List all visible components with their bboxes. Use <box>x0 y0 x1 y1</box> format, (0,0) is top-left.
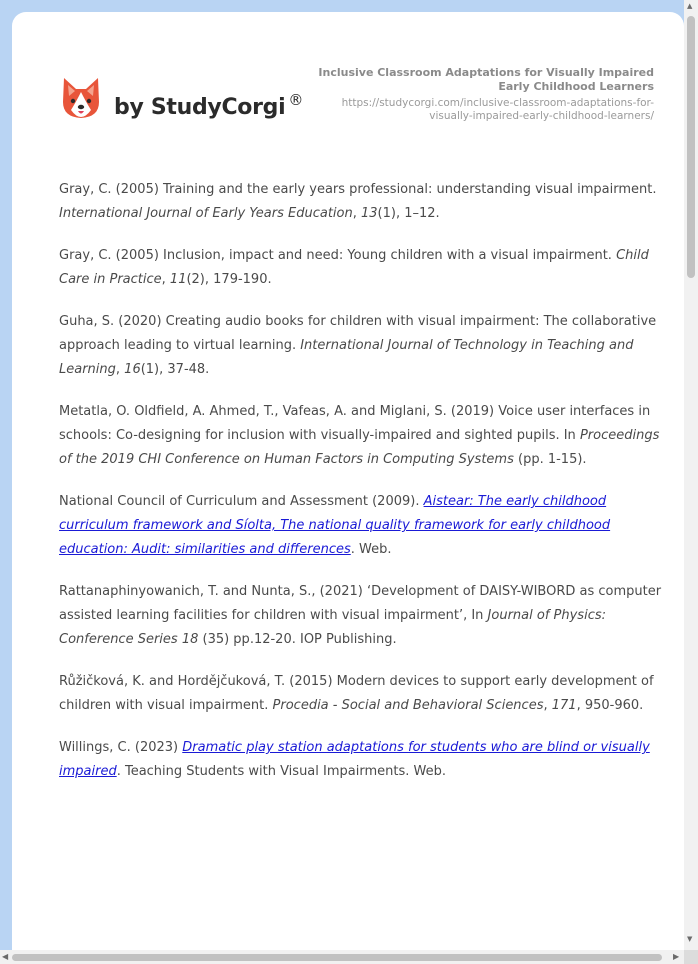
scroll-right-arrow-icon[interactable]: ▶ <box>673 952 680 961</box>
reference-source: International Journal of Early Years Education <box>59 206 353 221</box>
horizontal-scroll-thumb[interactable] <box>12 954 662 961</box>
scroll-left-arrow-icon[interactable]: ◀ <box>2 952 9 961</box>
scroll-up-arrow-icon[interactable]: ▲ <box>687 2 693 10</box>
scroll-down-arrow-icon[interactable]: ▼ <box>687 935 693 943</box>
reference-link[interactable]: Aistear: The early childhood curriculum framework and Síolta, The national quality framework for early childhood education: Audit: similarities and differences <box>59 494 611 557</box>
reference-source: Procedia - Social and Behavioral Sciences <box>272 698 544 713</box>
reference-source: Child Care in Practice <box>59 248 649 287</box>
reference-volume: 171 <box>551 698 577 713</box>
reference-entry: Gray, C. (2005) Training and the early years professional: understanding visual impairment. International Journal of Early Years Education, 13(1), 1–12. <box>59 182 657 221</box>
document-header <box>304 66 654 123</box>
reference-link[interactable]: Dramatic play station adaptations for students who are blind or visually impaired <box>59 740 650 779</box>
reference-volume: 13 <box>361 206 378 221</box>
document-url[interactable]: https://studycorgi.com/inclusive-classroom-adaptations-for-visually-impaired-early-childhood-learners/ <box>341 97 654 122</box>
horizontal-scrollbar[interactable] <box>0 950 684 964</box>
reference-volume: 16 <box>124 362 141 377</box>
reference-source: Proceedings of the 2019 CHI Conference on Human Factors in Computing Systems <box>59 428 660 467</box>
reference-entry: Růžičková, K. and Hordějčuková, T. (2015) Modern devices to support early development of children with visual impairment. Procedia - Social and Behavioral Sciences, 171, 950-960. <box>59 674 654 713</box>
reference-entry: National Council of Curriculum and Assessment (2009). Aistear: The early childhood curriculum framework and Síolta, The national quality framework for early childhood education: Audit: similarities and differences. Web. <box>59 494 611 557</box>
document-page <box>12 12 684 962</box>
reference-entry: Metatla, O. Oldfield, A. Ahmed, T., Vafeas, A. and Miglani, S. (2019) Voice user interfaces in schools: Co-designing for inclusion with visually-impaired and sighted pupils. In Proceedings of the 2019 CHI Conference on Human Factors in Computing Systems (pp. 1-15). <box>59 404 660 467</box>
reference-entry: Willings, C. (2023) Dramatic play station adaptations for students who are blind or visually impaired. Teaching Students with Visual Impairments. Web. <box>59 740 650 779</box>
vertical-scrollbar[interactable] <box>684 0 698 950</box>
registered-mark: ® <box>288 91 304 109</box>
reference-source: Journal of Physics: Conference Series 18 <box>59 608 606 647</box>
reference-entry: Gray, C. (2005) Inclusion, impact and need: Young children with a visual impairment. Child Care in Practice, 11(2), 179-190. <box>59 248 649 287</box>
reference-entry: Guha, S. (2020) Creating audio books for children with visual impairment: The collaborative approach leading to virtual learning. International Journal of Technology in Teaching and Learning, 16(1), 37-48. <box>59 314 657 377</box>
scrollbar-corner <box>684 950 698 964</box>
reference-entry: Rattanaphinyowanich, T. and Nunta, S., (2021) ‘Development of DAISY-WIBORD as computer assisted learning facilities for children with visual impairment’, In Journal of Physics: Conference Series 18 (35) pp.12-20. IOP Publishing. <box>59 584 662 647</box>
corgi-logo-icon <box>60 76 102 120</box>
brand-name: by StudyCorgi ® <box>114 91 304 120</box>
reference-list <box>59 178 663 802</box>
document-title: Inclusive Classroom Adaptations for Visually Impaired Early Childhood Learners <box>318 66 654 93</box>
reference-volume: 11 <box>169 272 187 287</box>
reference-source: International Journal of Technology in Teaching and Learning <box>59 338 634 377</box>
studycorgi-logo[interactable] <box>60 76 310 126</box>
vertical-scroll-thumb[interactable] <box>687 16 695 278</box>
